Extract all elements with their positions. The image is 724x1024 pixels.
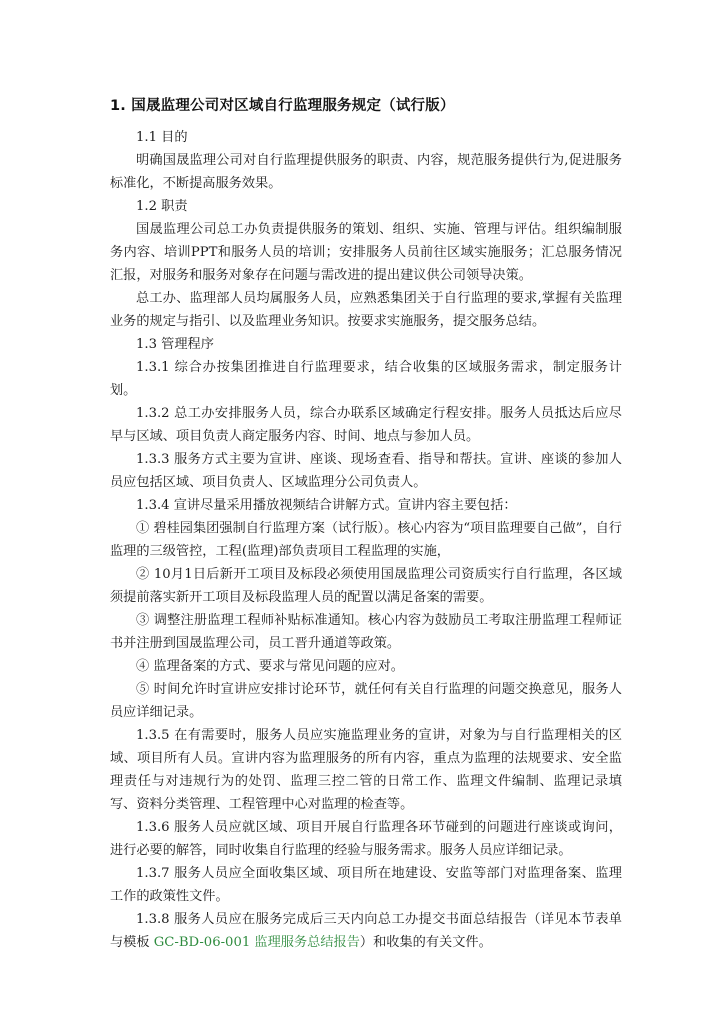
clause-1-3-8-text-b: ）和收集的有关文件。 [359, 935, 492, 950]
list-item-2: ② 10月1日后新开工项目及标段必须使用国晟监理公司资质实行自行监理，各区域须提前落实新开工项目及标段监理人员的配置以满足备案的需要。 [110, 567, 622, 605]
section-1-1-heading: 1.1 目的 [136, 130, 188, 145]
list-item-1: ① 碧桂园集团强制自行监理方案（试行版）。核心内容为“项目监理要自己做”，自行监理的三级管控，工程(监理)部负责项目工程监理的实施， [110, 521, 622, 559]
clause-1-3-8-text-a: 1.3.8 服务人员应在服务完成后三天内向总工办提交书面总结报告（详见本节表单与模板 [110, 912, 622, 950]
section-1-2-paragraph-1: 国晟监理公司总工办负责提供服务的策划、组织、实施、管理与评估。组织编制服务内容、培训PPT和服务人员的培训；安排服务人员前往区域实施服务；汇总服务情况汇报，对服务和服务对象存在问题与需改进的提出建议供公司领导决策。 [110, 222, 622, 283]
section-1-1-paragraph: 明确国晟监理公司对自行监理提供服务的职责、内容，规范服务提供行为,促进服务标准化，不断提高服务效果。 [110, 153, 622, 191]
document-title: 1. 国晟监理公司对区域自行监理服务规定（试行版） [110, 98, 455, 114]
clause-1-3-6: 1.3.6 服务人员应就区域、项目开展自行监理各环节碰到的问题进行座谈或询问，进行必要的解答，同时收集自行监理的经验与服务需求。服务人员应详细记录。 [110, 820, 622, 858]
report-template-link[interactable]: GC-BD-06-001 监理服务总结报告 [153, 935, 360, 950]
clause-1-3-5: 1.3.5 在有需要时，服务人员应实施监理业务的宣讲，对象为与自行监理相关的区域、项目所有人员。宣讲内容为监理服务的所有内容，重点为监理的法规要求、安全监理责任与对违规行为的处罚、监理三控二管的日常工作、监理文件编制、监理记录填写、资料分类管理、工程管理中心对监理的检查等。 [110, 728, 622, 812]
clause-1-3-3: 1.3.3 服务方式主要为宣讲、座谈、现场查看、指导和帮扶。宣讲、座谈的参加人员应包括区域、项目负责人、区域监理分公司负责人。 [110, 452, 622, 490]
section-1-2-paragraph-2: 总工办、监理部人员均属服务人员，应熟悉集团关于自行监理的要求,掌握有关监理业务的规定与指引、以及监理业务知识。按要求实施服务，提交服务总结。 [110, 291, 622, 329]
list-item-4: ④ 监理备案的方式、要求与常见问题的应对。 [136, 659, 404, 674]
clause-1-3-7: 1.3.7 服务人员应全面收集区域、项目所在地建设、安监等部门对监理备案、监理工作的政策性文件。 [110, 866, 622, 904]
list-item-5: ⑤ 时间允许时宣讲应安排讨论环节，就任何有关自行监理的问题交换意见，服务人员应详细记录。 [110, 682, 622, 720]
document-body [110, 126, 622, 954]
section-1-2-heading: 1.2 职责 [136, 199, 188, 214]
list-item-3: ③ 调整注册监理工程师补贴标准通知。核心内容为鼓励员工考取注册监理工程师证书并注册到国晟监理公司，员工晋升通道等政策。 [110, 613, 622, 651]
section-1-3-heading: 1.3 管理程序 [136, 337, 214, 352]
clause-1-3-1: 1.3.1 综合办按集团推进自行监理要求，结合收集的区域服务需求，制定服务计划。 [110, 360, 622, 398]
clause-1-3-8 [110, 908, 622, 954]
clause-1-3-4: 1.3.4 宣讲尽量采用播放视频结合讲解方式。宣讲内容主要包括： [136, 498, 517, 513]
clause-1-3-2: 1.3.2 总工办安排服务人员，综合办联系区域确定行程安排。服务人员抵达后应尽早与区域、项目负责人商定服务内容、时间、地点与参加人员。 [110, 406, 622, 444]
